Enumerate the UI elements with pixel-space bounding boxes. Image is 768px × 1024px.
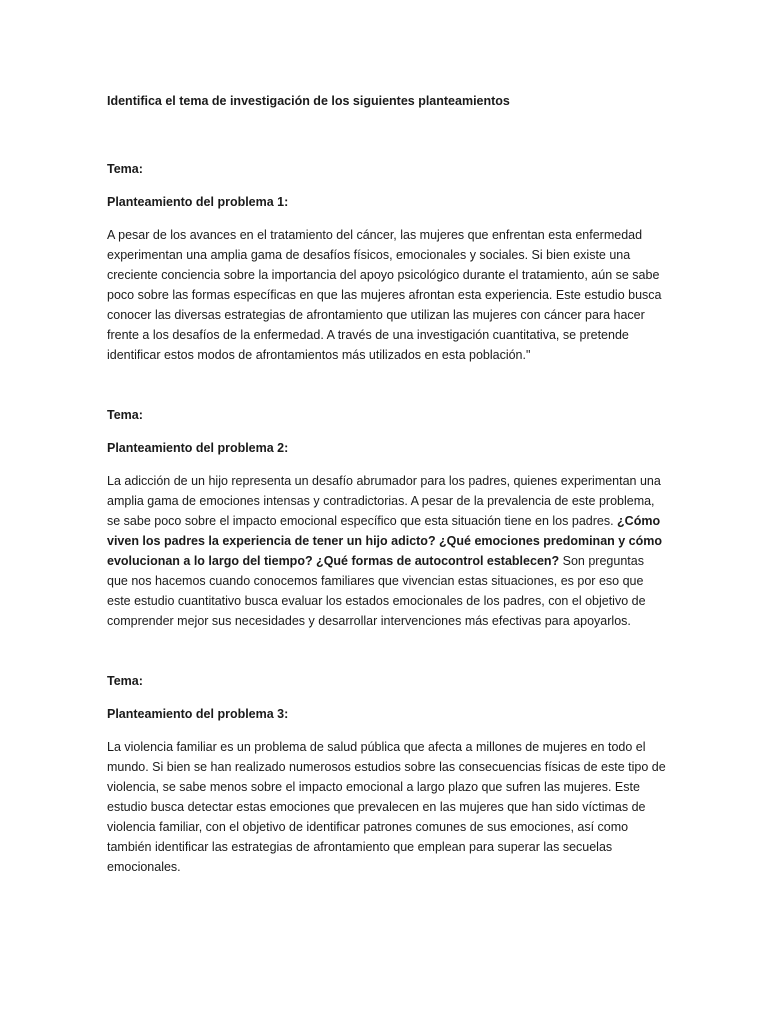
problem-label: Planteamiento del problema 1: (107, 195, 289, 209)
problem-section-1 (107, 159, 667, 365)
paragraph-text: A pesar de los avances en el tratamiento del cáncer, las mujeres que enfrentan esta enfermedad experimentan una amplia gama de desafíos físicos, emocionales y sociales. Si bien existe una creciente conciencia sobre la importancia del apoyo psicológico durante el tratamiento, aún se sabe poco sobre las formas específicas en que las mujeres afrontan esta experiencia. Este estudio busca conocer las diversas estrategias de afrontamiento que utilizan las mujeres con cáncer para hacer frente a los desafíos de la enfermedad. A través de una investigación cuantitativa, se pretende identificar estos modos de afrontamientos más utilizados en esta población." (107, 228, 662, 362)
problem-label: Planteamiento del problema 3: (107, 707, 289, 721)
tema-label: Tema: (107, 408, 143, 422)
problem-section-2 (107, 405, 667, 631)
tema-label: Tema: (107, 674, 143, 688)
problem-section-3 (107, 671, 667, 877)
problem-label: Planteamiento del problema 2: (107, 441, 289, 455)
document-heading: Identifica el tema de investigación de los siguientes planteamientos (107, 94, 510, 108)
document-page (107, 91, 667, 877)
paragraph-text-continued: Son preguntas que nos hacemos cuando conocemos familiares que vivencian estas situaciones, es por eso que este estudio cuantitativo busca evaluar los estados emocionales de los padres, con el objetivo de comprender mejor sus necesidades y desarrollar intervenciones más efectivas para apoyarlos. (107, 554, 646, 628)
paragraph-bold-questions: ¿Cómo viven los padres la experiencia de tener un hijo adicto? ¿Qué emociones predominan y cómo evolucionan a lo largo del tiempo? ¿Qué formas de autocontrol establecen? (107, 514, 663, 568)
problem-paragraph (107, 737, 667, 877)
paragraph-text: La adicción de un hijo representa un desafío abrumador para los padres, quienes experimentan una amplia gama de emociones intensas y contradictorias. A pesar de la prevalencia de este problema, se sabe poco sobre el impacto emocional específico que esta situación tiene en los padres. (107, 474, 661, 528)
paragraph-text: La violencia familiar es un problema de salud pública que afecta a millones de mujeres en todo el mundo. Si bien se han realizado numerosos estudios sobre las consecuencias físicas de este tipo de violencia, se sabe menos sobre el impacto emocional a largo plazo que sufren las mujeres. Este estudio busca detectar estas emociones que prevalecen en las mujeres que han sido víctimas de violencia familiar, con el objetivo de identificar patrones comunes de sus emociones, así como también identificar las estrategias de afrontamiento que emplean para superar las secuelas emocionales. (107, 740, 666, 874)
tema-label: Tema: (107, 162, 143, 176)
problem-paragraph (107, 471, 667, 631)
problem-paragraph (107, 225, 667, 365)
